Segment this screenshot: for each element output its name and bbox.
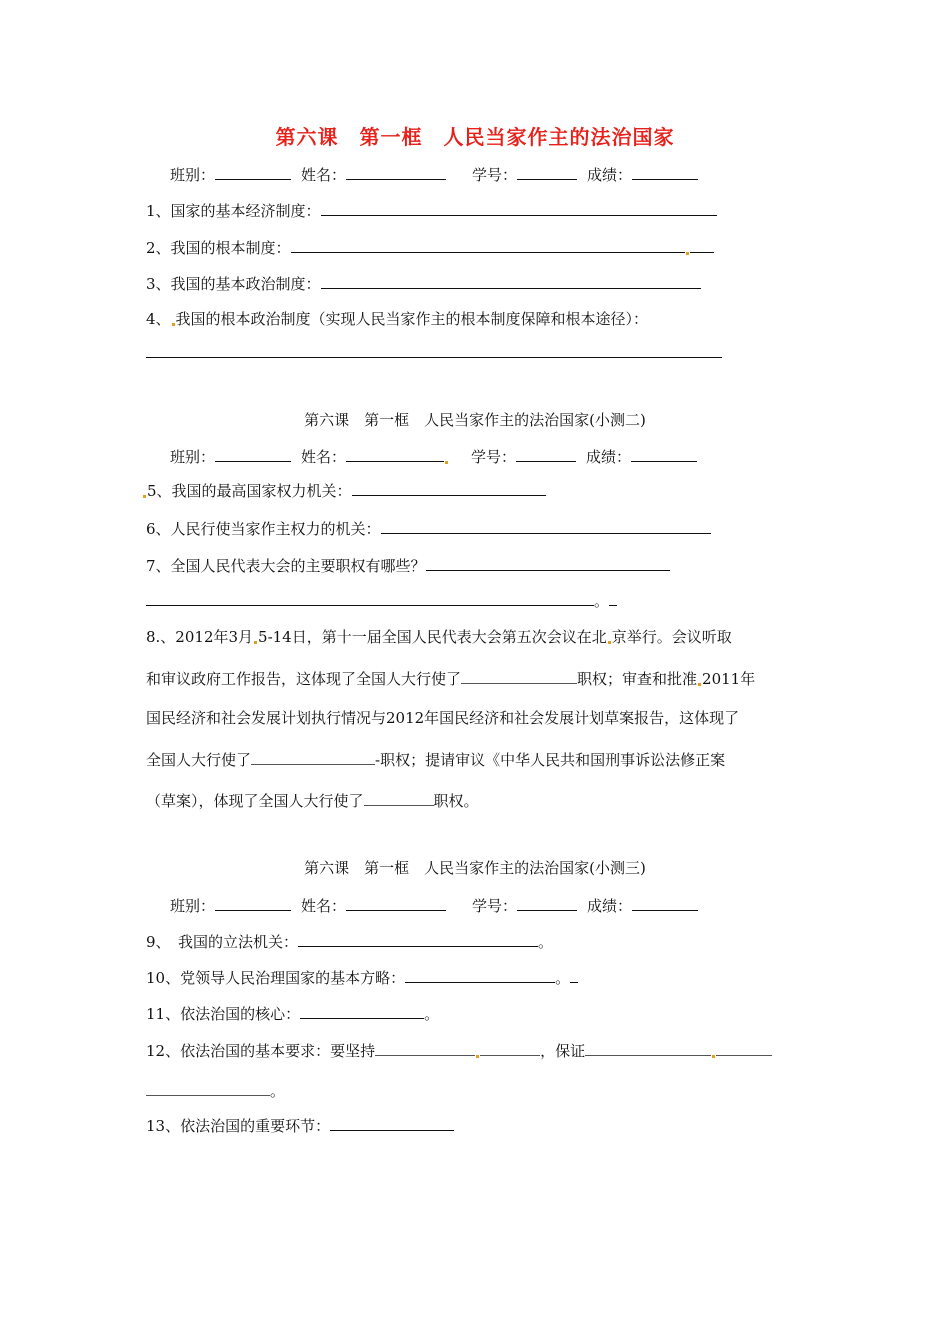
text: 国民经济和社会发展计划执行情况与2012年国民经济和社会发展计划草案报告，这体现了 [146, 709, 740, 727]
answer-blank[interactable] [330, 1115, 454, 1131]
question-12-text-2: ，保证 [540, 1042, 586, 1060]
class-blank[interactable] [215, 895, 291, 911]
number-label: 学号： [472, 166, 518, 184]
answer-blank[interactable] [321, 273, 701, 289]
question-7 [146, 555, 670, 576]
question-6 [146, 518, 711, 539]
score-label: 成绩： [587, 166, 633, 184]
name-label: 姓名： [301, 448, 347, 466]
answer-blank-tail[interactable] [609, 590, 617, 606]
question-4-text: 我国的根本政治制度（实现人民当家作主的根本制度保障和根本途径）： [175, 310, 649, 328]
text: 职权。 [433, 792, 479, 810]
answer-blank-1a[interactable] [375, 1040, 475, 1056]
question-8-line-2 [146, 668, 806, 689]
question-13 [146, 1115, 454, 1136]
text: 京举行。会议听取 [611, 628, 732, 646]
answer-blank[interactable] [146, 590, 594, 606]
answer-blank[interactable] [251, 749, 375, 765]
mark-dot [254, 641, 257, 644]
answer-blank-2c[interactable] [146, 1080, 270, 1096]
answer-blank[interactable] [381, 518, 711, 534]
question-9 [146, 931, 553, 952]
answer-blank-tail[interactable] [690, 237, 714, 253]
answer-blank[interactable] [321, 200, 717, 216]
question-12 [146, 1040, 772, 1061]
question-10 [146, 967, 578, 988]
mark-dot [608, 641, 611, 644]
answer-blank[interactable] [405, 967, 555, 983]
text: 职权；审查和批准 [577, 670, 698, 688]
question-5-text: 5、我国的最高国家权力机关： [147, 482, 352, 500]
question-8-line-4 [146, 749, 806, 770]
mark-dot [712, 1055, 715, 1058]
question-7-text: 7、全国人民代表大会的主要职权有哪些？ [146, 557, 426, 575]
name-label: 姓名： [301, 166, 347, 184]
text: -职权；提请审议《中华人民共和国刑事诉讼法修正案 [375, 751, 726, 769]
question-4 [146, 309, 648, 329]
name-blank[interactable] [346, 446, 444, 462]
question-10-text: 10、党领导人民治理国家的基本方略： [146, 969, 406, 987]
text: 全国人大行使了 [146, 751, 252, 769]
answer-blank[interactable] [146, 342, 722, 358]
name-label: 姓名： [301, 897, 347, 915]
header-fields [170, 895, 698, 916]
question-12-text: 12、依法治国的基本要求：要坚持 [146, 1042, 376, 1060]
score-blank[interactable] [632, 895, 698, 911]
period: 。 [270, 1082, 286, 1100]
quiz-3-title: 第六课 第一框 人民当家作主的法治国家(小测三) [304, 859, 646, 877]
question-8-line-1 [146, 627, 806, 647]
question-3-text: 3、我国的基本政治制度： [146, 275, 321, 293]
number-label: 学号： [472, 897, 518, 915]
number-blank[interactable] [516, 446, 576, 462]
score-label: 成绩： [586, 448, 632, 466]
question-12-continued [146, 1080, 285, 1101]
question-6-text: 6、人民行使当家作主权力的机关： [146, 520, 381, 538]
question-1 [146, 200, 717, 221]
question-1-text: 1、国家的基本经济制度： [146, 202, 321, 220]
mark-dot [686, 252, 689, 255]
answer-blank[interactable] [461, 668, 577, 684]
text: （草案），体现了全国人大行使了 [146, 792, 364, 810]
mark-dot [143, 495, 146, 498]
mark-dot [172, 323, 175, 326]
mark-dot [476, 1055, 479, 1058]
quiz-2-title: 第六课 第一框 人民当家作主的法治国家(小测二) [304, 411, 646, 429]
period: 。 [594, 592, 610, 610]
class-blank[interactable] [215, 446, 291, 462]
header-fields [170, 164, 698, 185]
question-4-number: 4、 [146, 310, 171, 328]
period: 。 [538, 933, 554, 951]
mark-dot [698, 683, 701, 686]
number-blank[interactable] [517, 164, 577, 180]
question-11 [146, 1003, 439, 1024]
name-blank[interactable] [346, 895, 446, 911]
page-title: 第六课 第一框 人民当家作主的法治国家 [275, 125, 675, 149]
question-13-text: 13、依法治国的重要环节： [146, 1117, 331, 1135]
text: 5-14日，第十一届全国人民代表大会第五次会议在北 [258, 628, 607, 646]
question-8-line-3 [146, 708, 806, 728]
answer-blank[interactable] [426, 555, 670, 571]
mark-dot [445, 461, 448, 464]
answer-blank[interactable] [298, 931, 538, 947]
class-label: 班别： [170, 897, 216, 915]
class-label: 班别： [170, 448, 216, 466]
answer-blank[interactable] [300, 1003, 424, 1019]
answer-blank-tail[interactable] [570, 967, 578, 983]
period: 。 [424, 1005, 440, 1023]
answer-blank-2b[interactable] [716, 1040, 772, 1056]
header-fields [170, 446, 697, 467]
answer-blank[interactable] [291, 237, 685, 253]
score-blank[interactable] [632, 164, 698, 180]
class-blank[interactable] [215, 164, 291, 180]
question-4-answer [146, 342, 722, 363]
question-8-line-5 [146, 790, 806, 811]
answer-blank[interactable] [364, 790, 434, 806]
question-3 [146, 273, 701, 294]
text: 2011年 [702, 670, 756, 688]
answer-blank-2a[interactable] [585, 1040, 711, 1056]
text: 和审议政府工作报告，这体现了全国人大行使了 [146, 670, 462, 688]
question-11-text: 11、依法治国的核心： [146, 1005, 301, 1023]
name-blank[interactable] [346, 164, 446, 180]
score-blank[interactable] [631, 446, 697, 462]
number-blank[interactable] [517, 895, 577, 911]
question-9-text: 9、 我国的立法机关： [146, 933, 299, 951]
question-5 [142, 480, 546, 501]
question-2-text: 2、我国的根本制度： [146, 239, 291, 257]
number-label: 学号： [471, 448, 517, 466]
answer-blank[interactable] [352, 480, 546, 496]
class-label: 班别： [170, 166, 216, 184]
period: 。 [555, 969, 571, 987]
text: 8.、2012年3月 [146, 628, 254, 646]
score-label: 成绩： [587, 897, 633, 915]
question-2 [146, 237, 714, 258]
answer-blank-1b[interactable] [480, 1040, 540, 1056]
question-7-answer [146, 590, 617, 611]
